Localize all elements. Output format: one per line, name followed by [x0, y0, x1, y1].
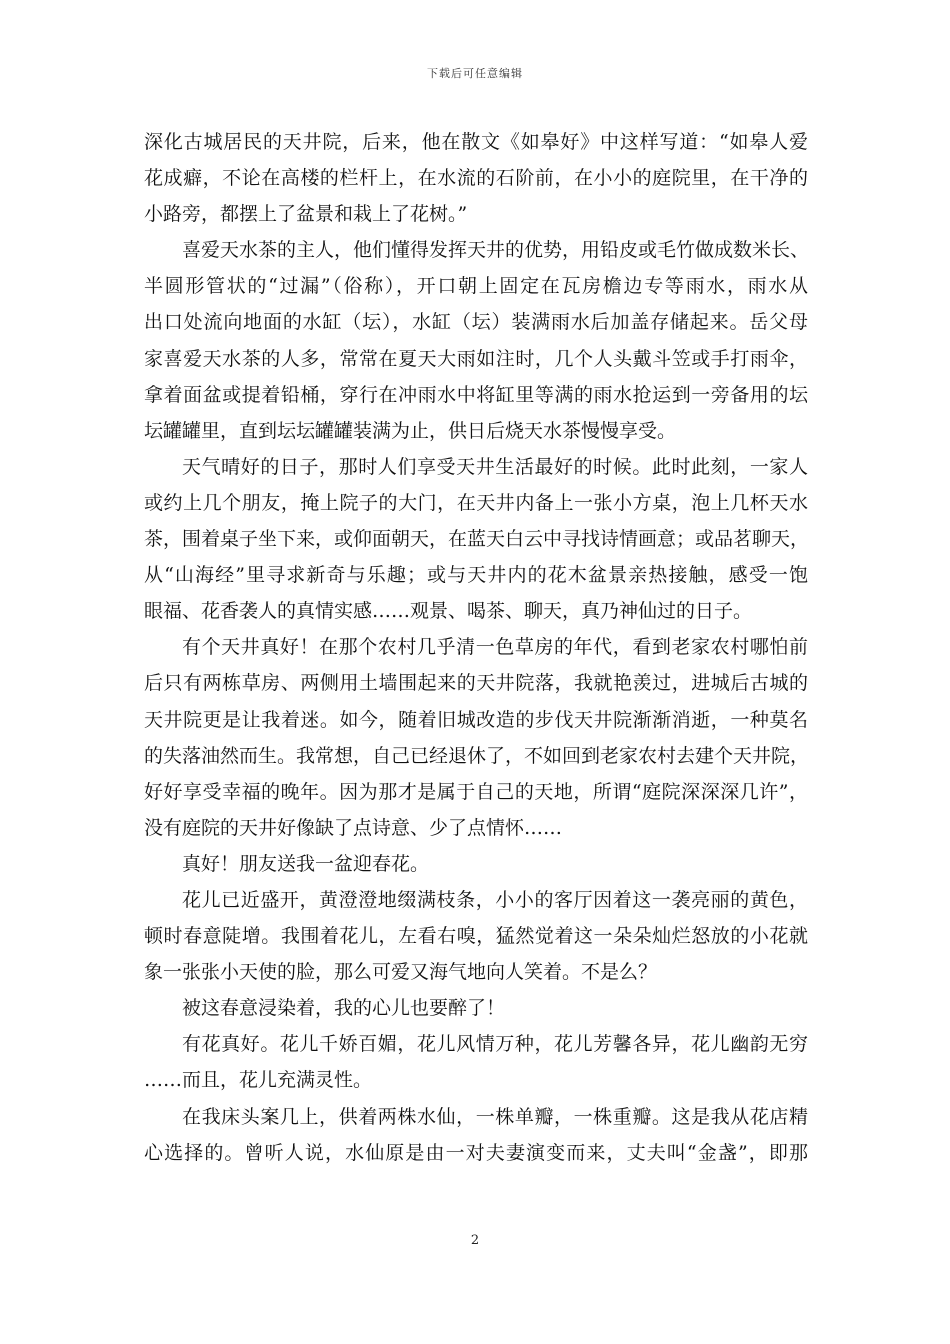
text-line: 深化古城居民的天井院，后来，他在散文《如皋好》中这样写道：“如皋人爱: [144, 131, 808, 153]
page-header: 下载后可任意编辑: [427, 67, 523, 80]
text-line: 没有庭院的天井好像缺了点诗意、少了点情怀……: [144, 816, 563, 839]
text-line: 好好享受幸福的晚年。因为那才是属于自己的天地，所谓“庭院深深深几许”，: [144, 780, 808, 803]
text-line: 出口处流向地面的水缸（坛），水缸（坛）装满雨水后加盖存储起来。岳父母: [144, 311, 808, 334]
text-line: 从“山海经”里寻求新奇与乐趣；或与天井内的花木盆景亲热接触，感受一饱: [144, 564, 808, 587]
text-line: 坛罐罐里，直到坛坛罐罐装满为止，供日后烧天水茶慢慢享受。: [144, 419, 677, 442]
text-line: 真好！朋友送我一盆迎春花。: [182, 852, 430, 875]
text-line: 喜爱天水茶的主人，他们懂得发挥天井的优势，用铅皮或毛竹做成数米长、: [182, 239, 810, 262]
text-line: 花儿已近盛开，黄澄澄地缀满枝条，小小的客厅因着这一袭亮丽的黄色，: [182, 888, 808, 911]
text-line: 花成癖，不论在高楼的栏杆上，在水流的石阶前，在小小的庭院里，在干净的: [144, 167, 808, 190]
text-line: 天气晴好的日子，那时人们享受天井生活最好的时候。此时此刻，一家人: [182, 455, 808, 478]
body-text: [144, 124, 808, 1171]
text-line: 茶，围着桌子坐下来，或仰面朝天，在蓝天白云中寻找诗情画意；或品茗聊天，: [144, 528, 810, 551]
text-line: 心选择的。曾听人说，水仙原是由一对夫妻演变而来，丈夫叫“金盏”，即那: [144, 1141, 808, 1164]
text-line: 或约上几个朋友，掩上院子的大门，在天井内备上一张小方桌，泡上几杯天水: [144, 491, 808, 514]
text-line: ……而且，花儿充满灵性。: [144, 1069, 373, 1092]
text-line: 象一张张小天使的脸，那么可爱又海气地向人笑着。不是么？: [144, 961, 658, 984]
text-line: 家喜爱天水茶的人多，常常在夏天大雨如注时，几个人头戴斗笠或手打雨伞，: [144, 347, 808, 370]
page-number: 2: [470, 1233, 480, 1248]
text-line: 小路旁，都摆上了盆景和栽上了花树。”: [144, 203, 468, 226]
text-line: 半圆形管状的“过漏”（俗称），开口朝上固定在瓦房檐边专等雨水，雨水从: [144, 275, 808, 298]
text-line: 天井院更是让我着迷。如今，随着旧城改造的步伐天井院渐渐消逝，一种莫名: [144, 708, 808, 731]
text-line: 拿着面盆或提着铅桶，穿行在冲雨水中将缸里等满的雨水抢运到一旁备用的坛: [144, 383, 808, 406]
text-line: 在我床头案几上，供着两株水仙，一株单瓣，一株重瓣。这是我从花店精: [182, 1105, 808, 1128]
text-line: 顿时春意陡增。我围着花儿，左看右嗅，猛然觉着这一朵朵灿烂怒放的小花就: [144, 925, 808, 948]
text-line: 眼福、花香袭人的真情实感……观景、喝茶、聊天，真乃神仙过的日子。: [144, 600, 753, 623]
text-line: 的失落油然而生。我常想，自己已经退休了，不如回到老家农村去建个天井院，: [144, 744, 810, 767]
text-line: 有花真好。花儿千娇百媚，花儿风情万种，花儿芳馨各异，花儿幽韵无穷: [182, 1033, 808, 1056]
text-line: 被这春意浸染着，我的心儿也要醉了！: [182, 997, 506, 1020]
text-line: 后只有两栋草房、两侧用土墙围起来的天井院落，我就艳羡过，进城后古城的: [144, 672, 808, 695]
text-line: 有个天井真好！在那个农村几乎清一色草房的年代，看到老家农村哪怕前: [182, 636, 808, 659]
